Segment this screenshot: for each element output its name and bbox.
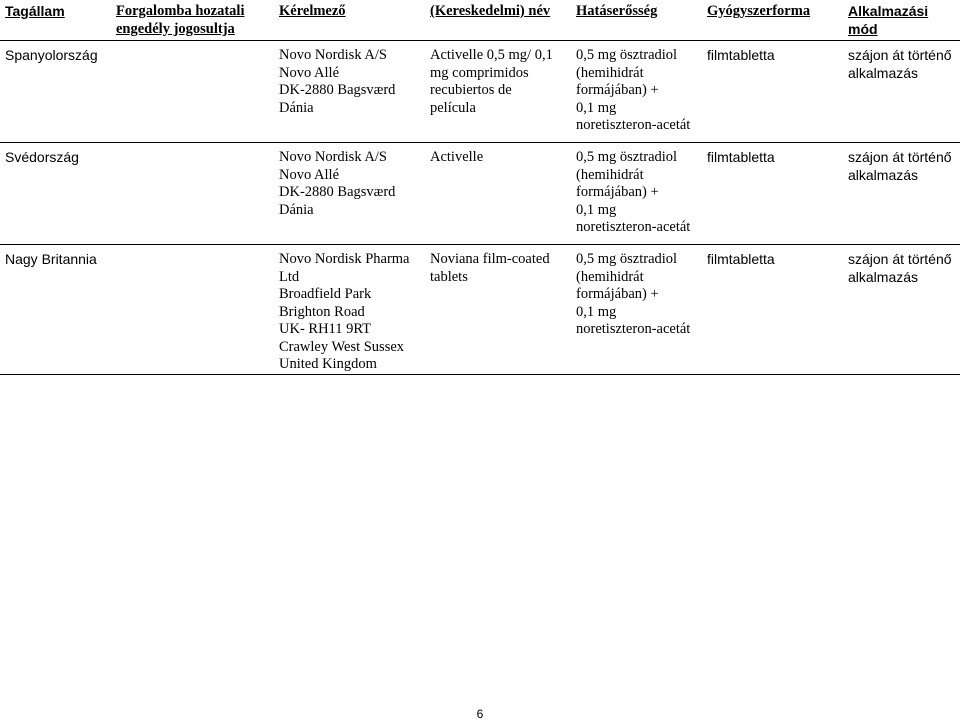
page-number: 6	[476, 707, 484, 721]
header-pharmaceutical-form: Gyógyszerforma	[702, 0, 843, 41]
header-trade-name: (Kereskedelmi) név	[425, 0, 571, 41]
cell-strength: 0,5 mg ösztradiol (hemihidrát formájában) + 0,1 mg noretiszteron-acetát	[571, 245, 702, 375]
cell-mah	[111, 143, 274, 245]
table-row	[0, 245, 960, 375]
cell-member-state: Nagy Britannia	[0, 245, 111, 375]
cell-applicant: Novo Nordisk A/S Novo Allé DK-2880 Bagsværd Dánia	[274, 41, 425, 143]
table-header-row	[0, 0, 960, 41]
cell-form: filmtabletta	[702, 41, 843, 143]
cell-trade-name: Activelle 0,5 mg/ 0,1 mg comprimidos recubiertos de película	[425, 41, 571, 143]
table-row	[0, 41, 960, 143]
cell-form: filmtabletta	[702, 143, 843, 245]
header-strength: Hatáserősség	[571, 0, 702, 41]
cell-mah	[111, 41, 274, 143]
header-marketing-authorisation-holder: Forgalomba hozatali engedély jogosultja	[111, 0, 274, 41]
cell-mah	[111, 245, 274, 375]
cell-route: szájon át történő alkalmazás	[843, 143, 960, 245]
cell-applicant: Novo Nordisk A/S Novo Allé DK-2880 Bagsværd Dánia	[274, 143, 425, 245]
header-route: Alkalmazási mód	[843, 0, 960, 41]
header-applicant: Kérelmező	[274, 0, 425, 41]
cell-trade-name: Noviana film-coated tablets	[425, 245, 571, 375]
cell-strength: 0,5 mg ösztradiol (hemihidrát formájában) + 0,1 mg noretiszteron-acetát	[571, 143, 702, 245]
header-member-state: Tagállam	[0, 0, 111, 41]
cell-member-state: Spanyolország	[0, 41, 111, 143]
cell-applicant: Novo Nordisk Pharma Ltd Broadfield Park Brighton Road UK- RH11 9RT Crawley West Sussex United Kingdom	[274, 245, 425, 375]
cell-trade-name: Activelle	[425, 143, 571, 245]
cell-strength: 0,5 mg ösztradiol (hemihidrát formájában) + 0,1 mg noretiszteron-acetát	[571, 41, 702, 143]
table-row	[0, 143, 960, 245]
cell-route: szájon át történő alkalmazás	[843, 41, 960, 143]
cell-route: szájon át történő alkalmazás	[843, 245, 960, 375]
cell-member-state: Svédország	[0, 143, 111, 245]
cell-form: filmtabletta	[702, 245, 843, 375]
